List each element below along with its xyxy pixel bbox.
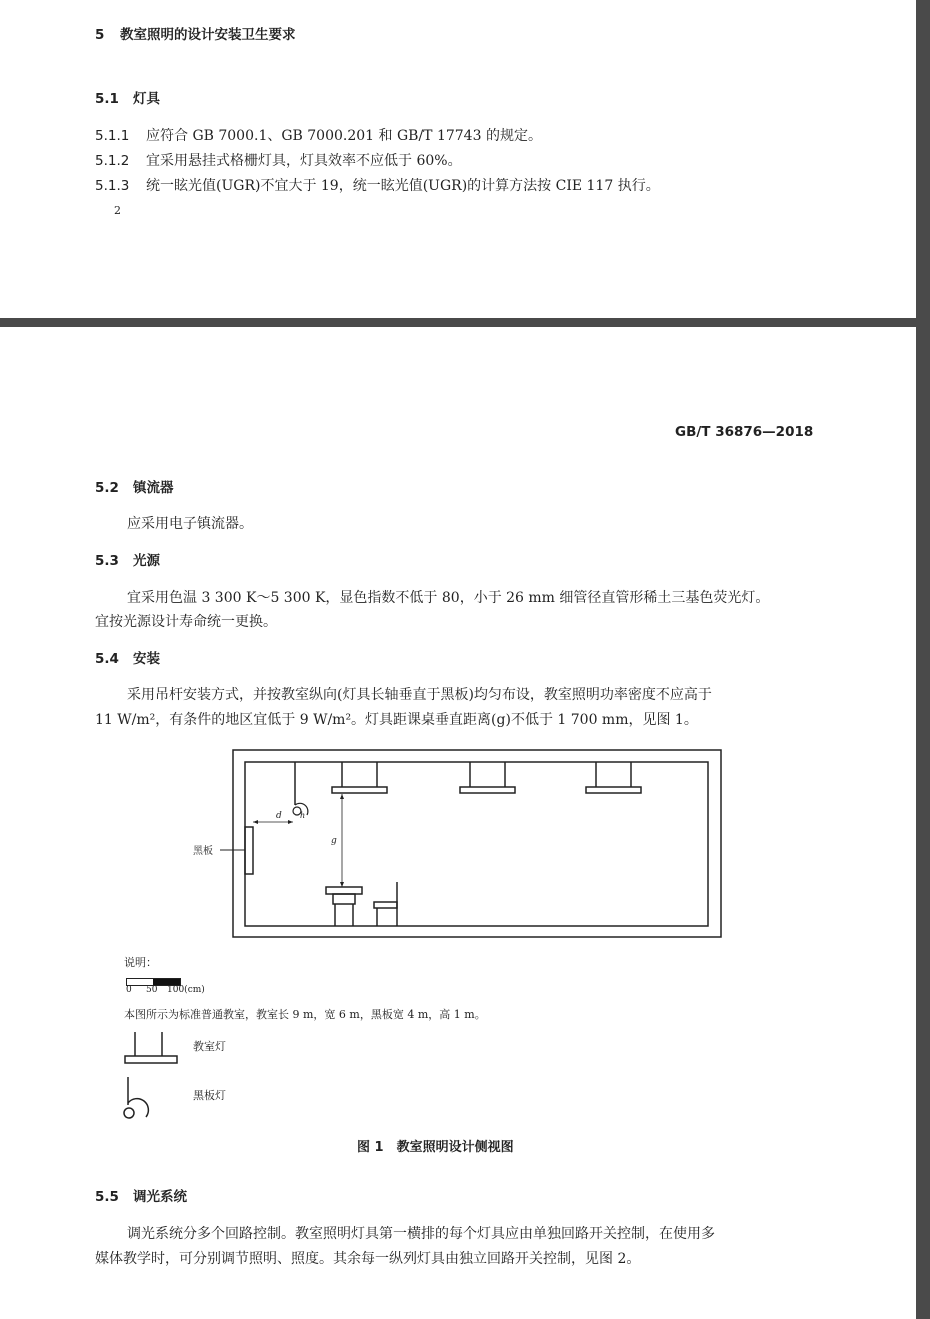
classroom-outer-wall xyxy=(233,750,721,937)
document-page-1 xyxy=(0,0,916,318)
item-number: 5.1.3 xyxy=(95,178,130,194)
scrollbar-track[interactable] xyxy=(916,0,930,1319)
document-page-2 xyxy=(0,327,916,1319)
blackboard xyxy=(245,827,253,874)
scale-label-100: 100(cm) xyxy=(167,985,205,995)
blackboard-label: 黑板 xyxy=(193,846,213,857)
item-number: 5.1.1 xyxy=(95,128,130,144)
classroom-lamp-legend-icon xyxy=(122,1030,182,1066)
section-5-4-number: 5.4 xyxy=(95,651,119,667)
section-5-3-number: 5.3 xyxy=(95,553,119,569)
section-5-5-line-2: 媒体教学时，可分别调节照明、照度。其余每一纵列灯具由独立回路开关控制，见图 2。 xyxy=(95,1251,641,1267)
section-5-3-title: 光源 xyxy=(133,553,160,569)
page-separator xyxy=(0,318,916,327)
section-5-title: 教室照明的设计安装卫生要求 xyxy=(120,27,296,43)
section-5-2-text: 应采用电子镇流器。 xyxy=(127,516,253,532)
figure-note: 本图所示为标准普通教室，教室长 9 m，宽 6 m，黑板宽 4 m，高 1 m。 xyxy=(124,1008,486,1021)
item-text: 应符合 GB 7000.1、GB 7000.201 和 GB/T 17743 的规定。 xyxy=(146,128,542,144)
section-5-2-number: 5.2 xyxy=(95,480,119,496)
section-5-5-title: 调光系统 xyxy=(133,1189,187,1205)
item-number: 5.1.2 xyxy=(95,153,130,169)
scale-label-0: 0 xyxy=(126,985,132,995)
section-5-number: 5 xyxy=(95,27,105,43)
scale-label-50: 50 xyxy=(146,985,158,995)
chair xyxy=(374,882,397,926)
section-5-3-line-2: 宜按光源设计寿命统一更换。 xyxy=(95,614,277,630)
section-5-4-line-1: 采用吊杆安装方式，并按教室纵向(灯具长轴垂直于黑板)均匀布设，教室照明功率密度不应高于 xyxy=(127,687,712,703)
section-5-5-line-1: 调光系统分多个回路控制。教室照明灯具第一横排的每个灯具应由单独回路开关控制，在使用多 xyxy=(127,1226,715,1242)
section-5-4-title: 安装 xyxy=(133,651,160,667)
desk xyxy=(326,887,362,926)
dimension-h-label: h xyxy=(300,811,306,820)
dimension-d-label: d xyxy=(276,811,282,821)
classroom-lamp xyxy=(586,762,641,793)
item-text: 统一眩光值(UGR)不宜大于 19，统一眩光值(UGR)的计算方法按 CIE 117 执行。 xyxy=(146,178,660,194)
figure-caption: 图 1 教室照明设计侧视图 xyxy=(357,1140,514,1155)
item-text: 宜采用悬挂式格栅灯具，灯具效率不应低于 60%。 xyxy=(146,153,462,169)
section-5-3-line-1: 宜采用色温 3 300 K～5 300 K，显色指数不低于 80，小于 26 mm 细管径直管形稀土三基色荧光灯。 xyxy=(127,590,770,606)
classroom-lamp xyxy=(460,762,515,793)
legend-blackboard-lamp-label: 黑板灯 xyxy=(193,1089,226,1102)
blackboard-lamp-legend-icon xyxy=(120,1075,156,1123)
classroom-side-view-diagram xyxy=(190,747,730,942)
section-5-2-title: 镇流器 xyxy=(133,480,174,496)
section-5-1-number: 5.1 xyxy=(95,91,119,107)
classroom-lamp xyxy=(332,762,387,793)
legend-classroom-lamp-label: 教室灯 xyxy=(193,1040,226,1053)
standard-header: GB/T 36876—2018 xyxy=(675,424,814,440)
dimension-g-label: g xyxy=(331,836,337,846)
section-5-4-line-2: 11 W/m²，有条件的地区宜低于 9 W/m²。灯具距课桌垂直距离(g)不低于 1 700 mm，见图 1。 xyxy=(95,712,698,728)
section-5-1-title: 灯具 xyxy=(133,91,160,107)
legend-title: 说明： xyxy=(124,956,157,969)
page-number: 2 xyxy=(114,204,121,217)
section-5-5-number: 5.5 xyxy=(95,1189,119,1205)
